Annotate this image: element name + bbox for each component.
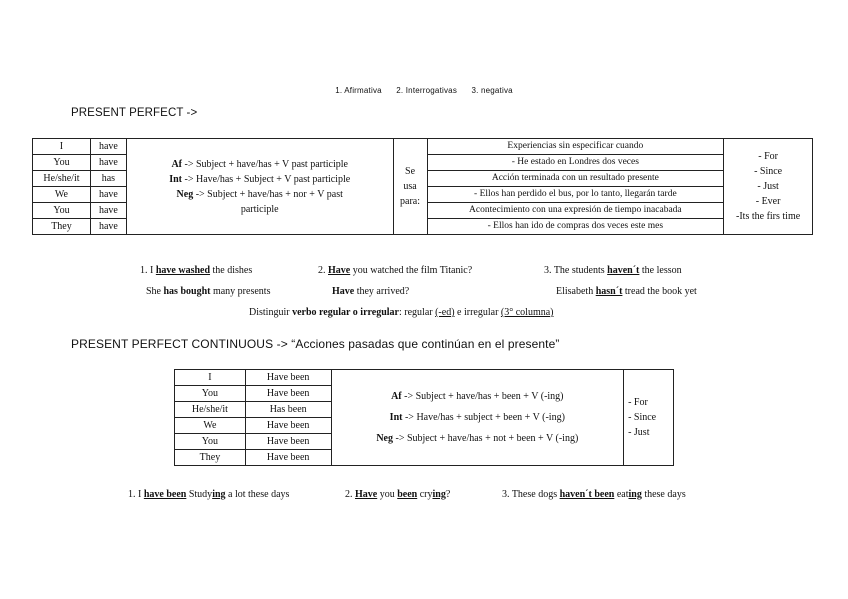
aux-cell: Have been: [245, 386, 331, 402]
rule-neg: Neg -> Subject + have/has + not + been + V (-ing): [376, 433, 579, 444]
continuous-example-1: 1. I have been Studying a lot these days: [128, 489, 290, 500]
rule-af: Af -> Subject + have/has + been + V (-ing): [391, 391, 564, 402]
example-3: 3. The students haven´t the lesson: [544, 265, 682, 276]
table-row: [175, 370, 674, 386]
aux-cell: Have been: [245, 450, 331, 466]
legend-item: 3. negativa: [471, 86, 513, 95]
format-legend: [0, 86, 848, 95]
aux-cell: have: [90, 139, 126, 155]
subject-cell: They: [175, 450, 246, 466]
continuous-example-2: 2. Have you been crying?: [345, 489, 451, 500]
aux-cell: Has been: [245, 402, 331, 418]
subject-cell: I: [175, 370, 246, 386]
subject-cell: You: [175, 434, 246, 450]
rule-af: Af -> Subject + have/has + V past participle: [171, 158, 348, 170]
use-cell: - Ellos han ido de compras dos veces este mes: [427, 219, 724, 235]
subject-cell: He/she/it: [33, 171, 91, 187]
rule-int: Int -> Have/has + subject + been + V (-ing): [389, 412, 565, 423]
legend-item: 2. Interrogativas: [396, 86, 458, 95]
rule-neg: Neg -> Subject + have/has + nor + V past: [176, 188, 343, 200]
aux-cell: have: [90, 203, 126, 219]
subject-cell: We: [33, 187, 91, 203]
example-1: 1. I have washed the dishes: [140, 265, 253, 276]
aux-cell: have: [90, 219, 126, 235]
continuous-example-3: 3. These dogs haven´t been eating these days: [502, 489, 686, 500]
table-row: [33, 139, 813, 155]
use-cell: - Ellos han perdido el bus, por lo tanto, llegarán tarde: [427, 187, 724, 203]
aux-cell: Have been: [245, 370, 331, 386]
subject-cell: We: [175, 418, 246, 434]
time-words: - For - Since - Just: [624, 370, 674, 466]
se-usa-para: Se usa para:: [393, 139, 427, 235]
aux-cell: has: [90, 171, 126, 187]
rule-neg-cont: participle: [240, 203, 279, 215]
use-cell: Experiencias sin especificar cuando: [427, 139, 724, 155]
subject-cell: You: [33, 155, 91, 171]
present-perfect-continuous-heading: PRESENT PERFECT CONTINUOUS -> “Acciones pasadas que continúan en el presente”: [71, 337, 560, 351]
subject-cell: He/she/it: [175, 402, 246, 418]
present-perfect-heading: PRESENT PERFECT ->: [71, 107, 198, 119]
example-5: Have they arrived?: [332, 286, 410, 297]
aux-cell: Have been: [245, 434, 331, 450]
use-cell: - He estado en Londres dos veces: [427, 155, 724, 171]
aux-cell: have: [90, 187, 126, 203]
aux-cell: Have been: [245, 418, 331, 434]
use-cell: Acontecimiento con una expresión de tiempo inacabada: [427, 203, 724, 219]
formation-rules: [331, 370, 624, 466]
subject-cell: They: [33, 219, 91, 235]
formation-rules: [126, 139, 393, 235]
example-2: 2. Have you watched the film Titanic?: [318, 265, 473, 276]
subject-cell: I: [33, 139, 91, 155]
time-words: - For - Since - Just - Ever -Its the firs time: [724, 139, 813, 235]
example-6: Elisabeth hasn´t tread the book yet: [556, 286, 697, 297]
subject-cell: You: [33, 203, 91, 219]
rule-int: Int -> Have/has + Subject + V past participle: [169, 173, 351, 185]
aux-cell: have: [90, 155, 126, 171]
subject-cell: You: [175, 386, 246, 402]
legend-item: 1. Afirmativa: [335, 86, 382, 95]
present-perfect-table: [32, 138, 813, 235]
use-cell: Acción terminada con un resultado presente: [427, 171, 724, 187]
example-4: She has bought many presents: [146, 286, 271, 297]
present-perfect-continuous-table: [174, 369, 674, 466]
distinguish-note: Distinguir verbo regular o irregular: regular (-ed) e irregular (3° columna): [249, 307, 554, 318]
